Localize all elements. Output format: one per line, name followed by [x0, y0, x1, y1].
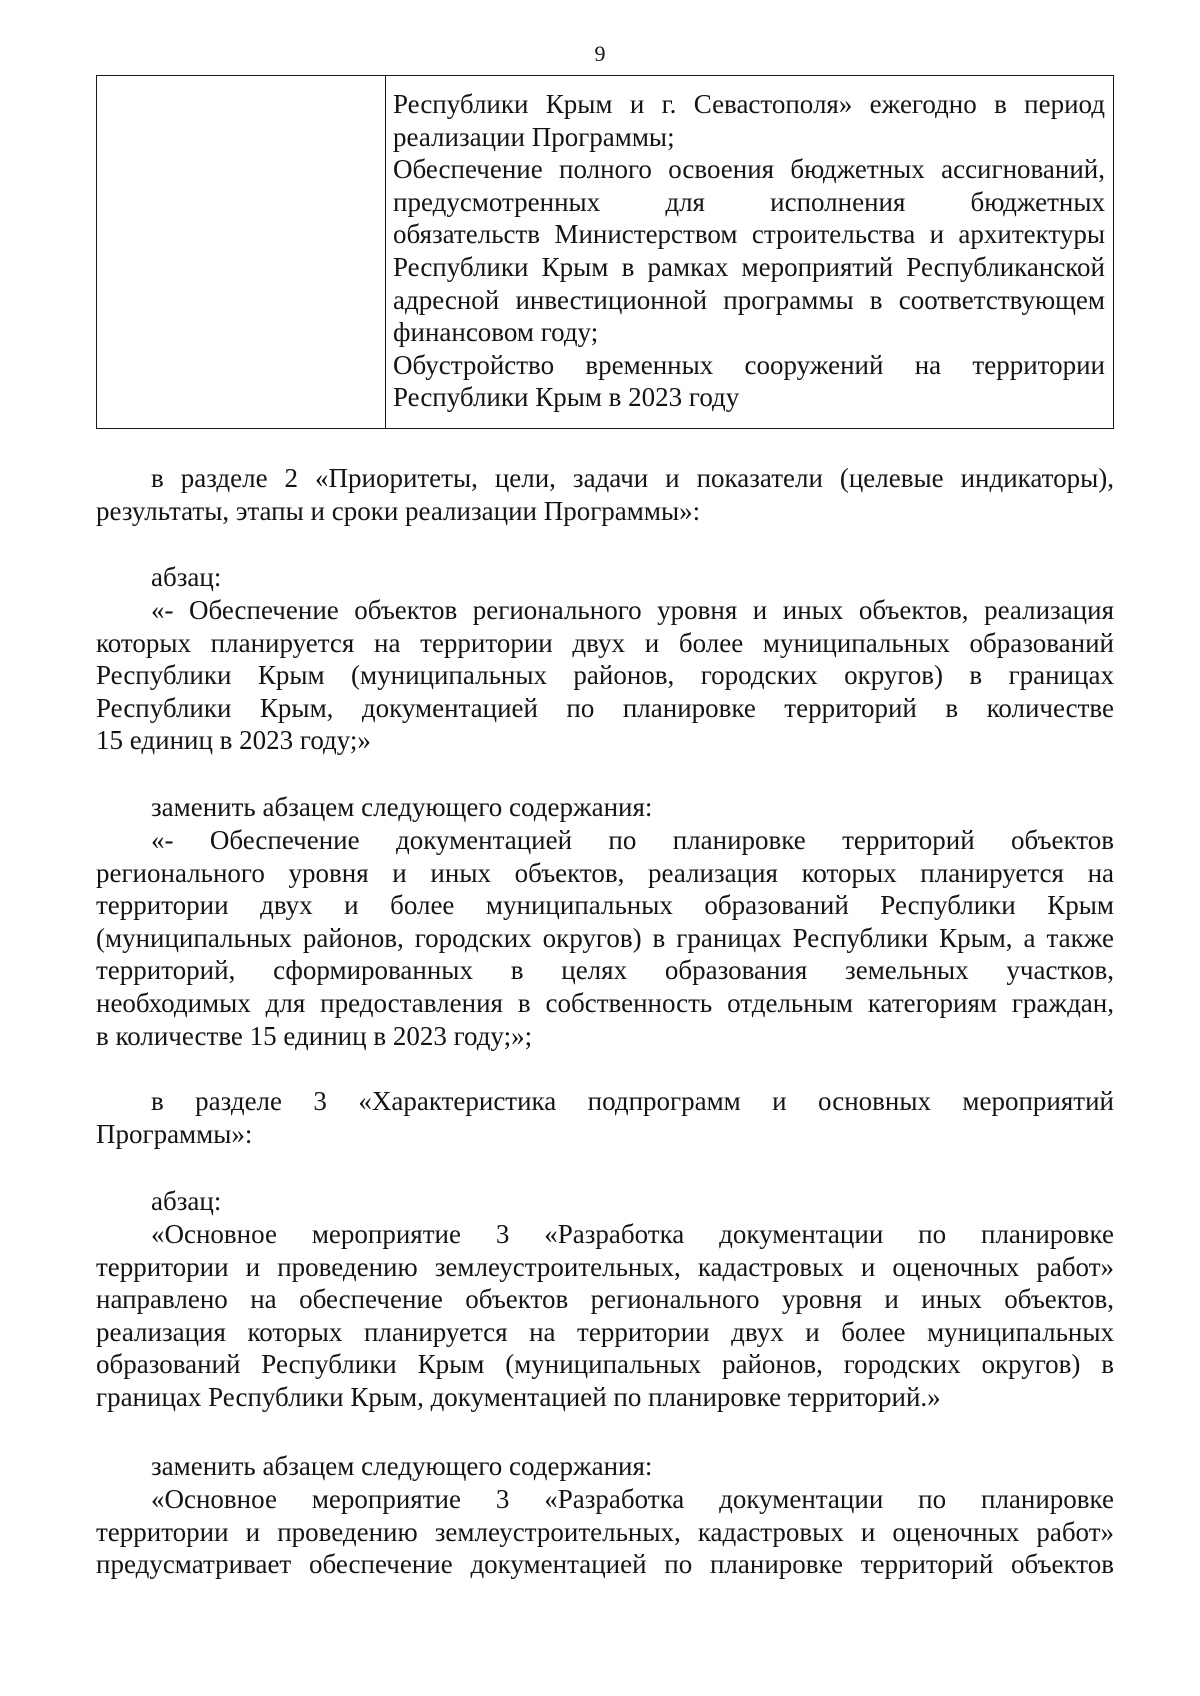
table-line: Республики Крым и г. Севастополя» ежегодно в период: [393, 89, 1105, 119]
abzac-label-1: [96, 561, 1114, 594]
text-line: 15 единиц в 2023 году;»: [96, 725, 371, 756]
text-line: предусматривает обеспечение документацией по планировке территорий объектов: [96, 1549, 1114, 1580]
table-line: реализации Программы;: [393, 121, 675, 152]
text-line: образований Республики Крым (муниципальных районов, городских округов) в: [96, 1349, 1114, 1380]
text-line: направлено на обеспечение объектов регионального уровня и иных объектов,: [96, 1284, 1114, 1315]
table-line: Республики Крым в 2023 году: [393, 382, 740, 413]
text-line: результаты, этапы и сроки реализации Программы»:: [96, 495, 701, 526]
table-line: обязательств Министерством строительства и архитектуры: [393, 219, 1105, 250]
continuation-table: [96, 75, 1114, 429]
text-line: в разделе 3 «Характеристика подпрограмм и основных мероприятий: [151, 1086, 1114, 1116]
table-line: Обеспечение полного освоения бюджетных ассигнований,: [393, 154, 1105, 185]
table-line: Республики Крым в рамках мероприятий Республиканской: [393, 251, 1105, 282]
text-line: абзац:: [151, 562, 222, 592]
text-line: реализация которых планируется на территории двух и более муниципальных: [96, 1316, 1114, 1347]
table-line: адресной инвестиционной программы в соответствующем: [393, 284, 1105, 315]
text-line: необходимых для предоставления в собственность отдельным категориям граждан,: [96, 987, 1114, 1018]
replace-label-2: [96, 1450, 1114, 1483]
text-line: границах Республики Крым, документацией по планировке территорий.»: [96, 1381, 941, 1412]
table-line: финансовом году;: [393, 317, 599, 348]
page-number: 9: [594, 41, 606, 66]
quoted-paragraph-2: [96, 1218, 1114, 1414]
quoted-paragraph-1: [96, 594, 1114, 757]
text-line: «Основное мероприятие 3 «Разработка документации по планировке: [151, 1484, 1114, 1514]
replacement-paragraph-2: [96, 1483, 1114, 1581]
text-line: в разделе 2 «Приоритеты, цели, задачи и показатели (целевые индикаторы),: [151, 463, 1114, 493]
text-line: Республики Крым (муниципальных районов, городских округов) в границах: [96, 660, 1114, 691]
text-line: заменить абзацем следующего содержания:: [151, 792, 653, 822]
text-line: которых планируется на территории двух и более муниципальных образований: [96, 627, 1114, 658]
text-line: в количестве 15 единиц в 2023 году;»;: [96, 1020, 533, 1051]
text-line: заменить абзацем следующего содержания:: [151, 1451, 653, 1481]
text-line: территорий, сформированных в целях образования земельных участков,: [96, 955, 1114, 986]
replace-label-1: [96, 791, 1114, 824]
text-line: «- Обеспечение документацией по планировке территорий объектов: [151, 825, 1114, 855]
section-2-intro: [96, 462, 1114, 527]
text-line: Программы»:: [96, 1118, 253, 1149]
text-line: Республики Крым, документацией по планировке территорий в количестве: [96, 692, 1114, 723]
table-line: Обустройство временных сооружений на территории: [393, 349, 1105, 380]
table-column-divider: [385, 76, 386, 428]
text-line: «- Обеспечение объектов регионального уровня и иных объектов, реализация: [151, 595, 1114, 625]
section-3-intro: [96, 1085, 1114, 1150]
text-line: территории и проведению землеустроительных, кадастровых и оценочных работ»: [96, 1516, 1114, 1547]
text-line: «Основное мероприятие 3 «Разработка документации по планировке: [151, 1219, 1114, 1249]
text-line: (муниципальных районов, городских округов) в границах Республики Крым, а также: [96, 922, 1114, 953]
table-right-cell: [393, 88, 1105, 414]
text-line: регионального уровня и иных объектов, реализация которых планируется на: [96, 857, 1114, 888]
table-line: предусмотренных для исполнения бюджетных: [393, 186, 1105, 217]
text-line: территории и проведению землеустроительных, кадастровых и оценочных работ»: [96, 1251, 1114, 1282]
abzac-label-2: [96, 1185, 1114, 1218]
text-line: территории двух и более муниципальных образований Республики Крым: [96, 890, 1114, 921]
replacement-paragraph-1: [96, 824, 1114, 1052]
text-line: абзац:: [151, 1186, 222, 1216]
